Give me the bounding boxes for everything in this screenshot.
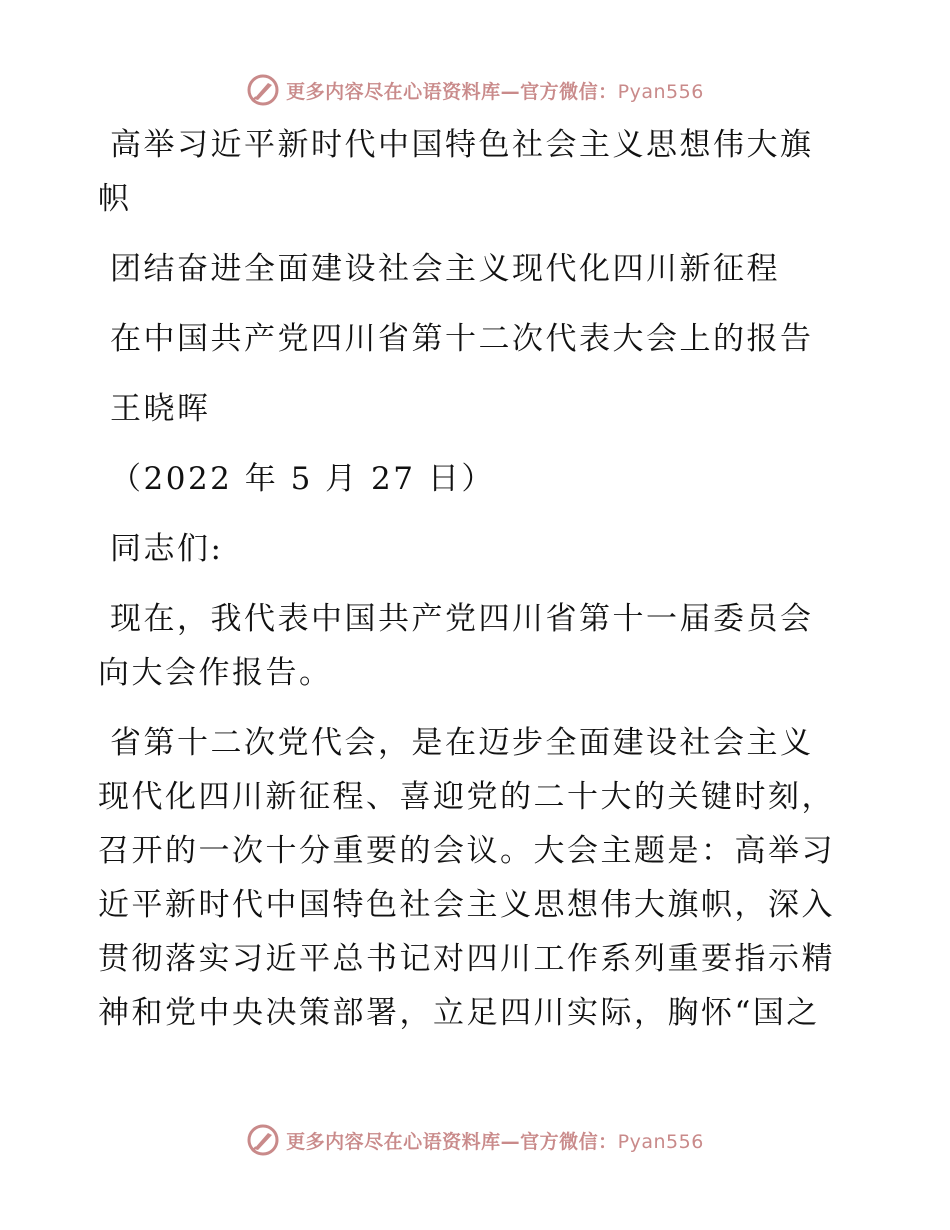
quill-circle-icon <box>246 1123 280 1157</box>
watermark-text: 更多内容尽在心语资料库—官方微信：Pyan556 <box>286 80 704 103</box>
watermark-text: 更多内容尽在心语资料库—官方微信：Pyan556 <box>286 1130 704 1153</box>
title-line-2: 团结奋进全面建设社会主义现代化四川新征程 <box>110 251 780 287</box>
footer-watermark <box>0 1120 950 1160</box>
paragraph-line: 省第十二次党代会，是在迈步全面建设社会主义 <box>110 725 814 761</box>
title-line: 高举习近平新时代中国特色社会主义思想伟大旗 <box>110 127 814 163</box>
document-body <box>98 118 858 1040</box>
header-watermark <box>0 70 950 110</box>
paragraph-line: 近平新时代中国特色社会主义思想伟大旗帜，深入 <box>98 887 835 923</box>
paragraph-line: 召开的一次十分重要的会议。大会主题是：高举习 <box>98 833 835 869</box>
date-line: （2022 年 5 月 27 日） <box>110 461 495 497</box>
paragraph-line: 现在，我代表中国共产党四川省第十一届委员会 <box>110 601 814 637</box>
subtitle: 在中国共产党四川省第十二次代表大会上的报告 <box>110 321 814 357</box>
paragraph-line: 现代化四川新征程、喜迎党的二十大的关键时刻， <box>98 779 835 815</box>
title-line-continued: 帜 <box>98 181 132 217</box>
watermark-handle: Pyan556 <box>617 1130 704 1153</box>
quill-circle-icon <box>246 73 280 107</box>
greeting: 同志们: <box>110 531 224 567</box>
author: 王晓晖 <box>110 391 211 427</box>
paragraph-line: 向大会作报告。 <box>98 655 333 691</box>
paragraph-line: 神和党中央决策部署，立足四川实际，胸怀“国之 <box>98 995 820 1031</box>
paragraph-line: 贯彻落实习近平总书记对四川工作系列重要指示精 <box>98 941 835 977</box>
watermark-handle: Pyan556 <box>617 80 704 103</box>
